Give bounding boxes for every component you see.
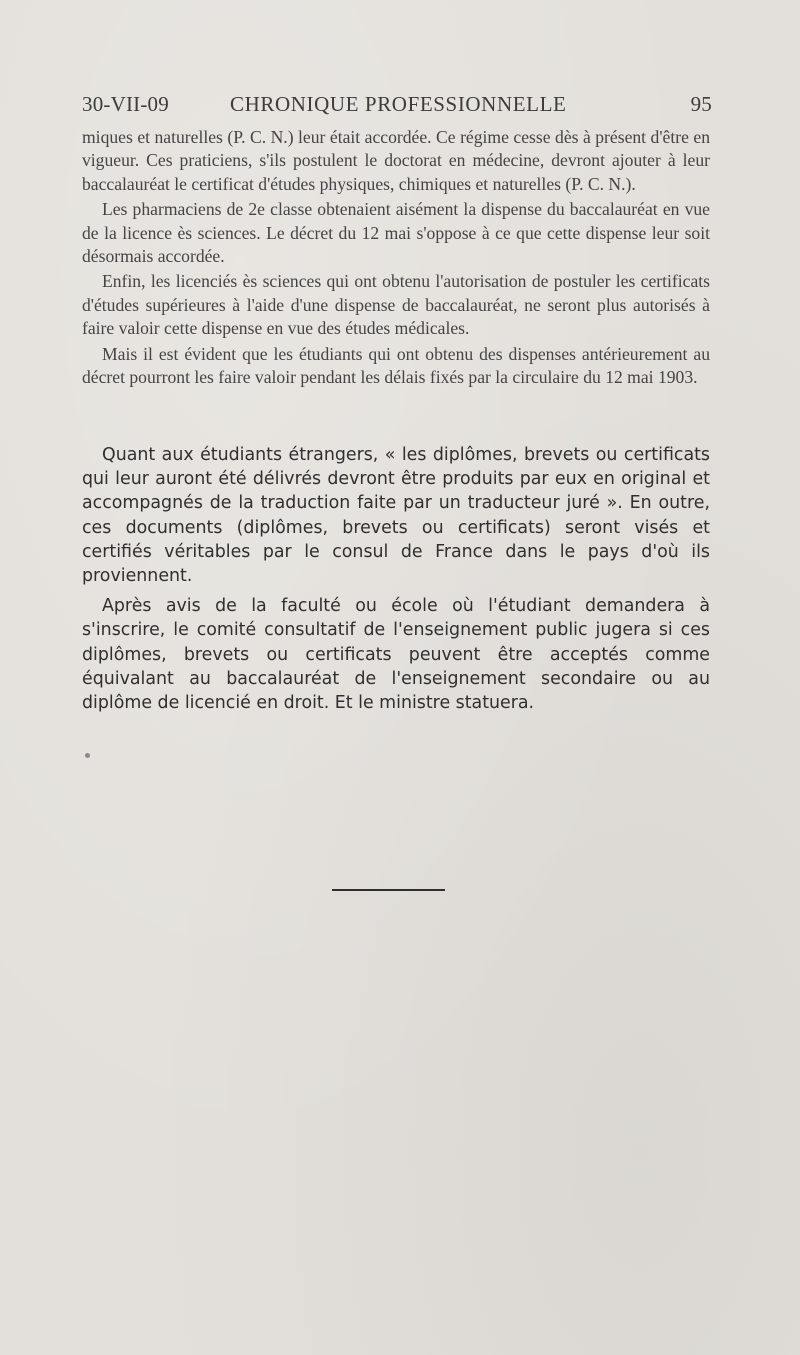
- paragraph: Quant aux étudiants étrangers, « les diplômes, brevets ou certificats qui leur auront été délivrés devront être produits par eux en original et accompagnés de la traduction faite par un traducteur juré ». En outre, ces documents (diplômes, brevets ou certificats) seront visés et certifiés véritables par le consul de France dans le pays d'où ils proviennent.: [82, 445, 710, 587]
- paragraph: Enfin, les licenciés ès sciences qui ont obtenu l'autorisation de postuler les certificats d'études supérieures à l'aide d'une dispense de baccalauréat, ne seront plus autorisés à faire valoir cette dispense en vue des études médicales.: [82, 271, 710, 339]
- end-rule: [332, 889, 445, 891]
- header-title: CHRONIQUE PROFESSIONNELLE: [230, 92, 567, 116]
- page-number: 95: [690, 92, 712, 116]
- paragraph: Après avis de la faculté ou école où l'étudiant demandera à s'inscrire, le comité consultatif de l'enseignement public jugera si ces diplômes, brevets ou certificats peuvent être acceptés comme équivalant au baccalauréat de l'enseignement secondaire ou au diplôme de licencié en droit. Et le ministre statuera.: [82, 596, 710, 714]
- paragraph: Les pharmaciens de 2e classe obtenaient aisément la dispense du baccalauréat en vue de la licence ès sciences. Le décret du 12 mai s'oppose à ce que cette dispense leur soit désormais accordée.: [82, 199, 710, 267]
- paragraph: miques et naturelles (P. C. N.) leur était accordée. Ce régime cesse dès à présent d'être en vigueur. Ces praticiens, s'ils postulent le doctorat en médecine, devront ajouter à leur baccalauréat le certificat d'études physiques, chimiques et naturelles (P. C. N.).: [82, 127, 710, 194]
- paragraph: Mais il est évident que les étudiants qui ont obtenu des dispenses antérieurement au décret pourront les faire valoir pendant les délais fixés par la circulaire du 12 mai 1903.: [82, 343, 710, 388]
- ink-speck: [85, 753, 90, 758]
- text-block-sans: [82, 443, 710, 721]
- running-head: [82, 92, 712, 118]
- text-block-serif: [82, 126, 710, 391]
- header-date: 30-VII-09: [82, 92, 169, 116]
